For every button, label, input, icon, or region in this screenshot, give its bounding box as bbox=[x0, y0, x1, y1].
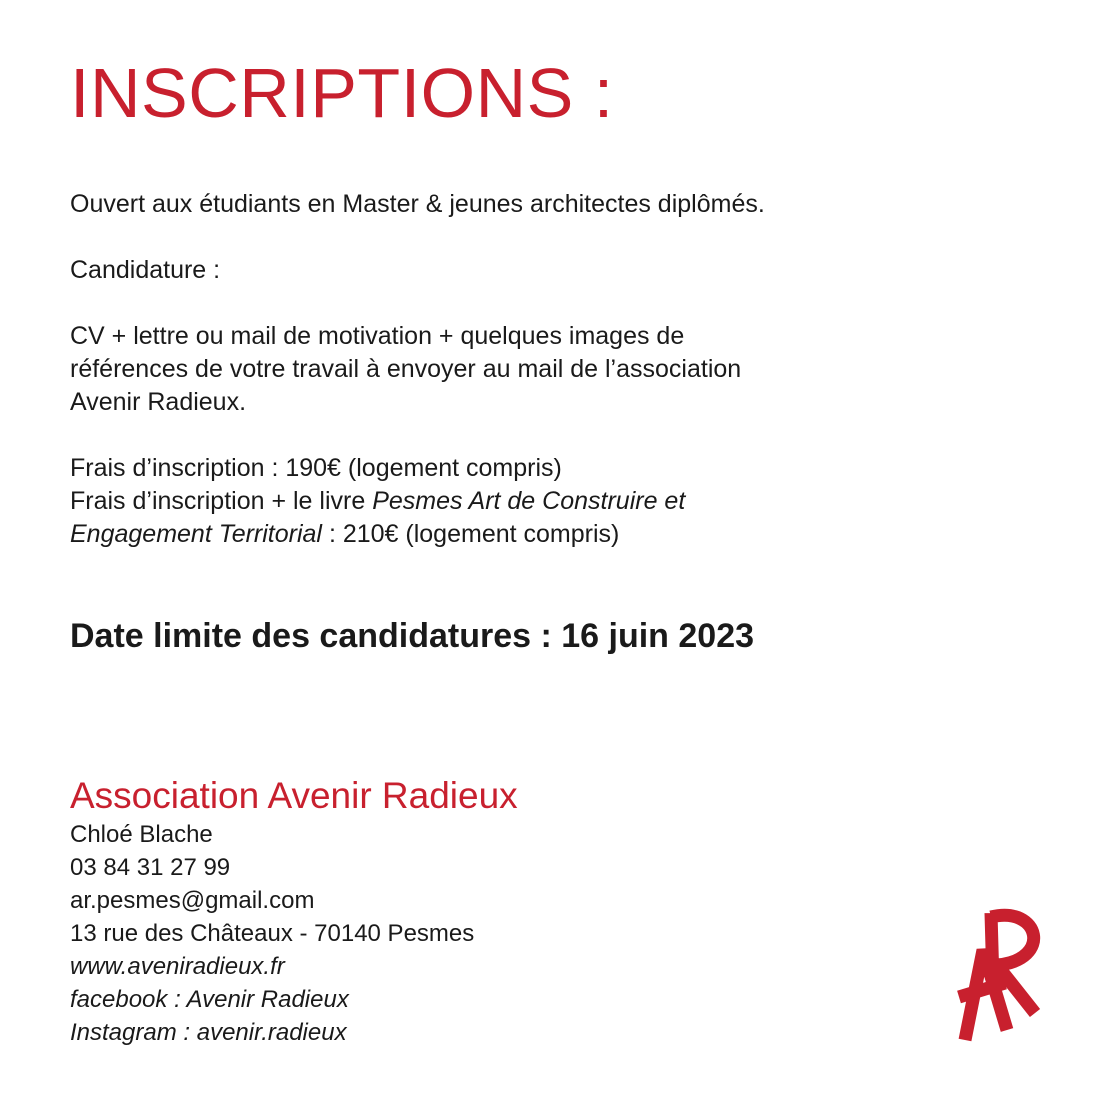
candidature-line-2: références de votre travail à envoyer au mail de l’association bbox=[70, 355, 742, 383]
fee-line-2 bbox=[70, 485, 970, 518]
ar-logo-icon bbox=[945, 905, 1050, 1045]
contact-block bbox=[70, 818, 474, 1049]
book-title-part-2: Engagement Territorial bbox=[70, 520, 322, 548]
instagram-link[interactable]: Instagram : avenir.radieux bbox=[70, 1019, 347, 1046]
fee-2-suffix: : 210€ (logement compris) bbox=[322, 520, 620, 548]
deadline: Date limite des candidatures : 16 juin 2023 bbox=[70, 617, 755, 655]
contact-phone: 03 84 31 27 99 bbox=[70, 854, 231, 881]
contact-email[interactable]: ar.pesmes@gmail.com bbox=[70, 887, 315, 914]
book-title-part-1: Pesmes Art de Construire et bbox=[372, 487, 686, 515]
fee-line-3 bbox=[70, 518, 970, 551]
contact-person: Chloé Blache bbox=[70, 821, 213, 848]
contact-address: 13 rue des Châteaux - 70140 Pesmes bbox=[70, 920, 475, 947]
fee-line-1: Frais d’inscription : 190€ (logement compris) bbox=[70, 454, 562, 482]
website-link[interactable]: www.aveniradieux.fr bbox=[70, 953, 285, 980]
facebook-link[interactable]: facebook : Avenir Radieux bbox=[70, 986, 349, 1013]
association-name: Association Avenir Radieux bbox=[70, 775, 518, 816]
candidature-line-1: CV + lettre ou mail de motivation + quelques images de bbox=[70, 322, 685, 350]
candidature-line-3: Avenir Radieux. bbox=[70, 388, 247, 416]
page-title: INSCRIPTIONS : bbox=[70, 54, 614, 132]
candidature-label: Candidature : bbox=[70, 256, 221, 284]
main-text bbox=[70, 188, 970, 551]
intro-text: Ouvert aux étudiants en Master & jeunes architectes diplômés. bbox=[70, 190, 765, 218]
fee-2-prefix: Frais d’inscription + le livre bbox=[70, 487, 373, 515]
